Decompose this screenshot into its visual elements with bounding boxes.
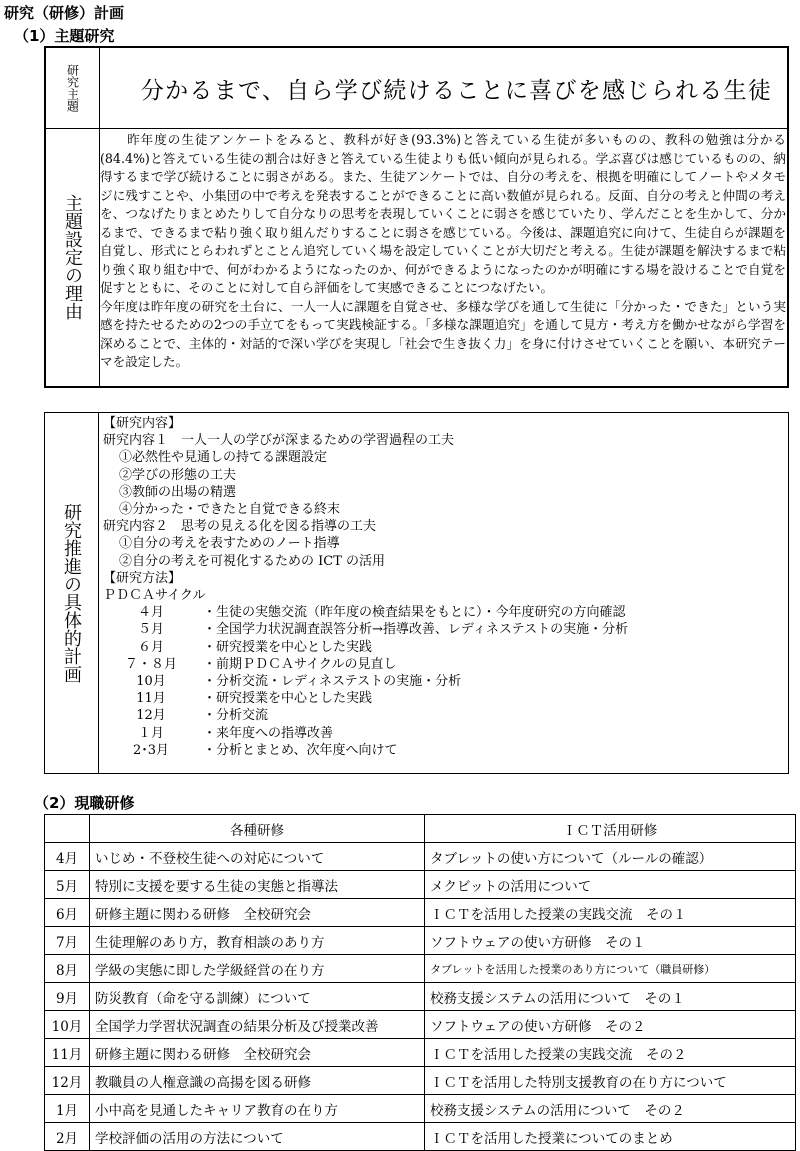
plan-line: 研究内容１ 一人一人の学びが深まるための学習過程の工夫 — [103, 433, 455, 449]
table-header-row — [45, 815, 796, 843]
schedule-activity: ・分析とまとめ、次年度へ向けて — [203, 742, 398, 758]
column-header-general-training: 各種研修 — [90, 815, 425, 843]
table-row — [45, 1067, 796, 1095]
schedule-month: ７・８月 — [124, 656, 177, 672]
schedule-month: １月 — [137, 725, 164, 741]
row-month: 5月 — [45, 871, 90, 899]
plan-line: 研究内容２ 思考の見える化を図る指導の工夫 — [103, 519, 377, 535]
plan-line: 【研究内容】 — [103, 416, 182, 431]
table-row — [45, 1123, 796, 1151]
plan-line: ③教師の出場の精選 — [119, 484, 237, 500]
row-ict-training: タブレットの使い方について（ルールの確認） — [425, 843, 796, 871]
row-general-training: 全国学力学習状況調査の結果分析及び授業改善 — [90, 1011, 425, 1039]
row-general-training: 防災教育（命を守る訓練）について — [90, 983, 425, 1011]
schedule-row — [103, 673, 785, 690]
schedule-month: 2･3月 — [132, 742, 170, 758]
schedule-activity: ・全国学力状況調査誤答分析→指導改善、レディネステストの実施・分析 — [203, 622, 629, 638]
reason-paragraph: 昨年度の生徒アンケートをみると、教科が好き(93.3%)と答えている生徒が多いものの、教科の勉強は分かる(84.4%)と答えている生徒の割合は好きと答えている生徒よりも低い傾向が見られる。学ぶ喜びは感じているものの、納得するまで学び続けることに弱さがある。また、生徒アンケートでは、自分の考えを、根拠を明確にしてノートやメタモジに残すことや、小集団の中で考えを発表することができることに高い数値が見られる。反面、自分の考えと仲間の考えを、つなげたりまとめたりして自分なりの思考を表現していくことに弱さを感じていたり、学んだことを生かして、分かるまで、できるまで粘り強く取り組んだりすることに弱さを感じている。今後は、課題追究に向けて、生徒自らが課題を自覚し、形式にとらわれずとことん追究していく場を設定していくことが大切だと考える。生徒が課題を解決するまで粘り強く取り組む中で、何がわかるようになったのか、何ができるようになったのかが明確にする場を設けることで自覚を促すとともに、そのことに対して自ら評価をして実感できることにつなげたい。 — [100, 132, 787, 295]
training-table — [44, 814, 796, 1151]
theme-label: 研究主題 — [65, 64, 80, 112]
schedule-row — [103, 621, 785, 638]
row-general-training: いじめ・不登校生徒への対応について — [90, 843, 425, 871]
row-month: 9月 — [45, 983, 90, 1011]
table-row — [45, 843, 796, 871]
section-heading-theme-research: （1）主題研究 — [14, 27, 115, 45]
row-general-training: 研修主題に関わる研修 全校研究会 — [90, 1039, 425, 1067]
table-row — [45, 871, 796, 899]
theme-table — [44, 46, 789, 388]
row-ict-training: ソフトウェアの使い方研修 その１ — [425, 927, 796, 955]
plan-label: 研究推進の具体的計画 — [61, 503, 82, 683]
schedule-activity: ・来年度への指導改善 — [203, 725, 334, 741]
row-ict-training: ＩＣＴを活用した授業の実践交流 その１ — [425, 899, 796, 927]
row-month: 2月 — [45, 1123, 90, 1151]
row-month: 12月 — [45, 1067, 90, 1095]
plan-line: ①自分の考えを表すためのノート指導 — [119, 536, 340, 552]
row-general-training: 教職員の人権意識の高揚を図る研修 — [90, 1067, 425, 1095]
plan-line: 【研究方法】 — [103, 570, 182, 586]
row-general-training: 学校評価の活用の方法について — [90, 1123, 425, 1151]
row-ict-training: ＩＣＴを活用した授業の実践交流 その２ — [425, 1039, 796, 1067]
plan-line: ＰＤＣＡサイクル — [103, 588, 206, 604]
schedule-row — [103, 742, 785, 759]
row-ict-training: ソフトウェアの使い方研修 その２ — [425, 1011, 796, 1039]
schedule-activity: ・生徒の実態交流（昨年度の検査結果をもとに）・今年度研究の方向確認 — [203, 605, 626, 621]
row-general-training: 小中高を見通したキャリア教育の在り方 — [90, 1095, 425, 1123]
row-month: 10月 — [45, 1011, 90, 1039]
reason-text — [100, 131, 786, 372]
schedule-activity: ・分析交流・レディネステストの実施・分析 — [203, 674, 462, 690]
schedule-month: 11月 — [136, 691, 166, 707]
schedule-activity: ・研究授業を中心とした実践 — [203, 691, 373, 707]
schedule-month: ５月 — [137, 622, 164, 638]
page-title: 研究（研修）計画 — [4, 4, 125, 22]
row-ict-training: 校務支援システムの活用について その１ — [425, 983, 796, 1011]
row-ict-training: タブレットを活用した授業のあり方について（職員研修） — [425, 955, 796, 983]
plan-label-cell — [45, 413, 99, 773]
plan-line: ②自分の考えを可視化するための ICT の活用 — [119, 553, 386, 569]
table-row — [45, 983, 796, 1011]
row-ict-training: ＩＣＴを活用した授業についてのまとめ — [425, 1123, 796, 1151]
table-row — [45, 1011, 796, 1039]
column-header-month — [45, 815, 90, 843]
table-row — [45, 899, 796, 927]
reason-label-cell — [46, 128, 100, 386]
schedule-row — [103, 639, 785, 656]
schedule-row — [103, 656, 785, 673]
row-month: 8月 — [45, 955, 90, 983]
schedule-activity: ・研究授業を中心とした実践 — [203, 639, 373, 655]
schedule-activity: ・分析交流 — [203, 708, 269, 724]
schedule-month: ６月 — [137, 639, 164, 655]
plan-table — [44, 412, 789, 774]
table-row — [45, 1039, 796, 1067]
schedule-month: ４月 — [137, 605, 164, 621]
schedule-row — [103, 707, 785, 724]
schedule-row — [103, 725, 785, 742]
row-general-training: 特別に支援を要する生徒の実態と指導法 — [90, 871, 425, 899]
row-general-training: 研修主題に関わる研修 全校研究会 — [90, 899, 425, 927]
row-ict-training: 校務支援システムの活用について その２ — [425, 1095, 796, 1123]
table-row — [45, 927, 796, 955]
theme-label-cell — [46, 48, 100, 128]
row-month: 6月 — [45, 899, 90, 927]
row-general-training: 生徒理解のあり方，教育相談のあり方 — [90, 927, 425, 955]
schedule-month: 10月 — [136, 674, 166, 690]
section-heading-inservice-training: （2）現職研修 — [34, 794, 135, 812]
plan-line: ①必然性や見通しの持てる課題設定 — [119, 450, 328, 466]
row-general-training: 学級の実態に即した学級経営の在り方 — [90, 955, 425, 983]
row-ict-training: メクビットの活用について — [425, 871, 796, 899]
schedule-row — [103, 604, 785, 621]
schedule-month: 12月 — [136, 708, 166, 724]
schedule-activity: ・前期ＰＤＣＡサイクルの見直し — [203, 656, 397, 672]
plan-line: ②学びの形態の工夫 — [119, 467, 237, 483]
row-month: 1月 — [45, 1095, 90, 1123]
row-month: 4月 — [45, 843, 90, 871]
reason-row — [46, 128, 787, 386]
table-row — [45, 955, 796, 983]
table-row — [45, 1095, 796, 1123]
column-header-ict-training: ＩＣＴ活用研修 — [425, 815, 796, 843]
plan-line: ④分かった・できたと自覚できる終末 — [119, 502, 341, 518]
plan-content — [103, 415, 785, 759]
reason-paragraph: 今年度は昨年度の研究を土台に、一人一人に課題を自覚させ、多様な学びを通して生徒に「分かった・できた」という実感を持たせるための2つの手立てをもって実践検証する。「多様な課題追究」を通して見方・考え方を働かせながら学習を深めることで、主体的・対話的で深い学びを実現し「社会で生き抜く力」を身に付けさせていくことを願い、本研究テーマを設定した。 — [100, 298, 786, 369]
row-month: 7月 — [45, 927, 90, 955]
theme-row — [46, 48, 787, 129]
reason-label: 主題設定の理由 — [62, 194, 83, 320]
row-ict-training: ＩＣＴを活用した特別支援教育の在り方について — [425, 1067, 796, 1095]
research-theme: 分かるまで、自ら学び続けることに喜びを感じられる生徒 — [140, 77, 773, 104]
row-month: 11月 — [45, 1039, 90, 1067]
schedule-row — [103, 690, 785, 707]
